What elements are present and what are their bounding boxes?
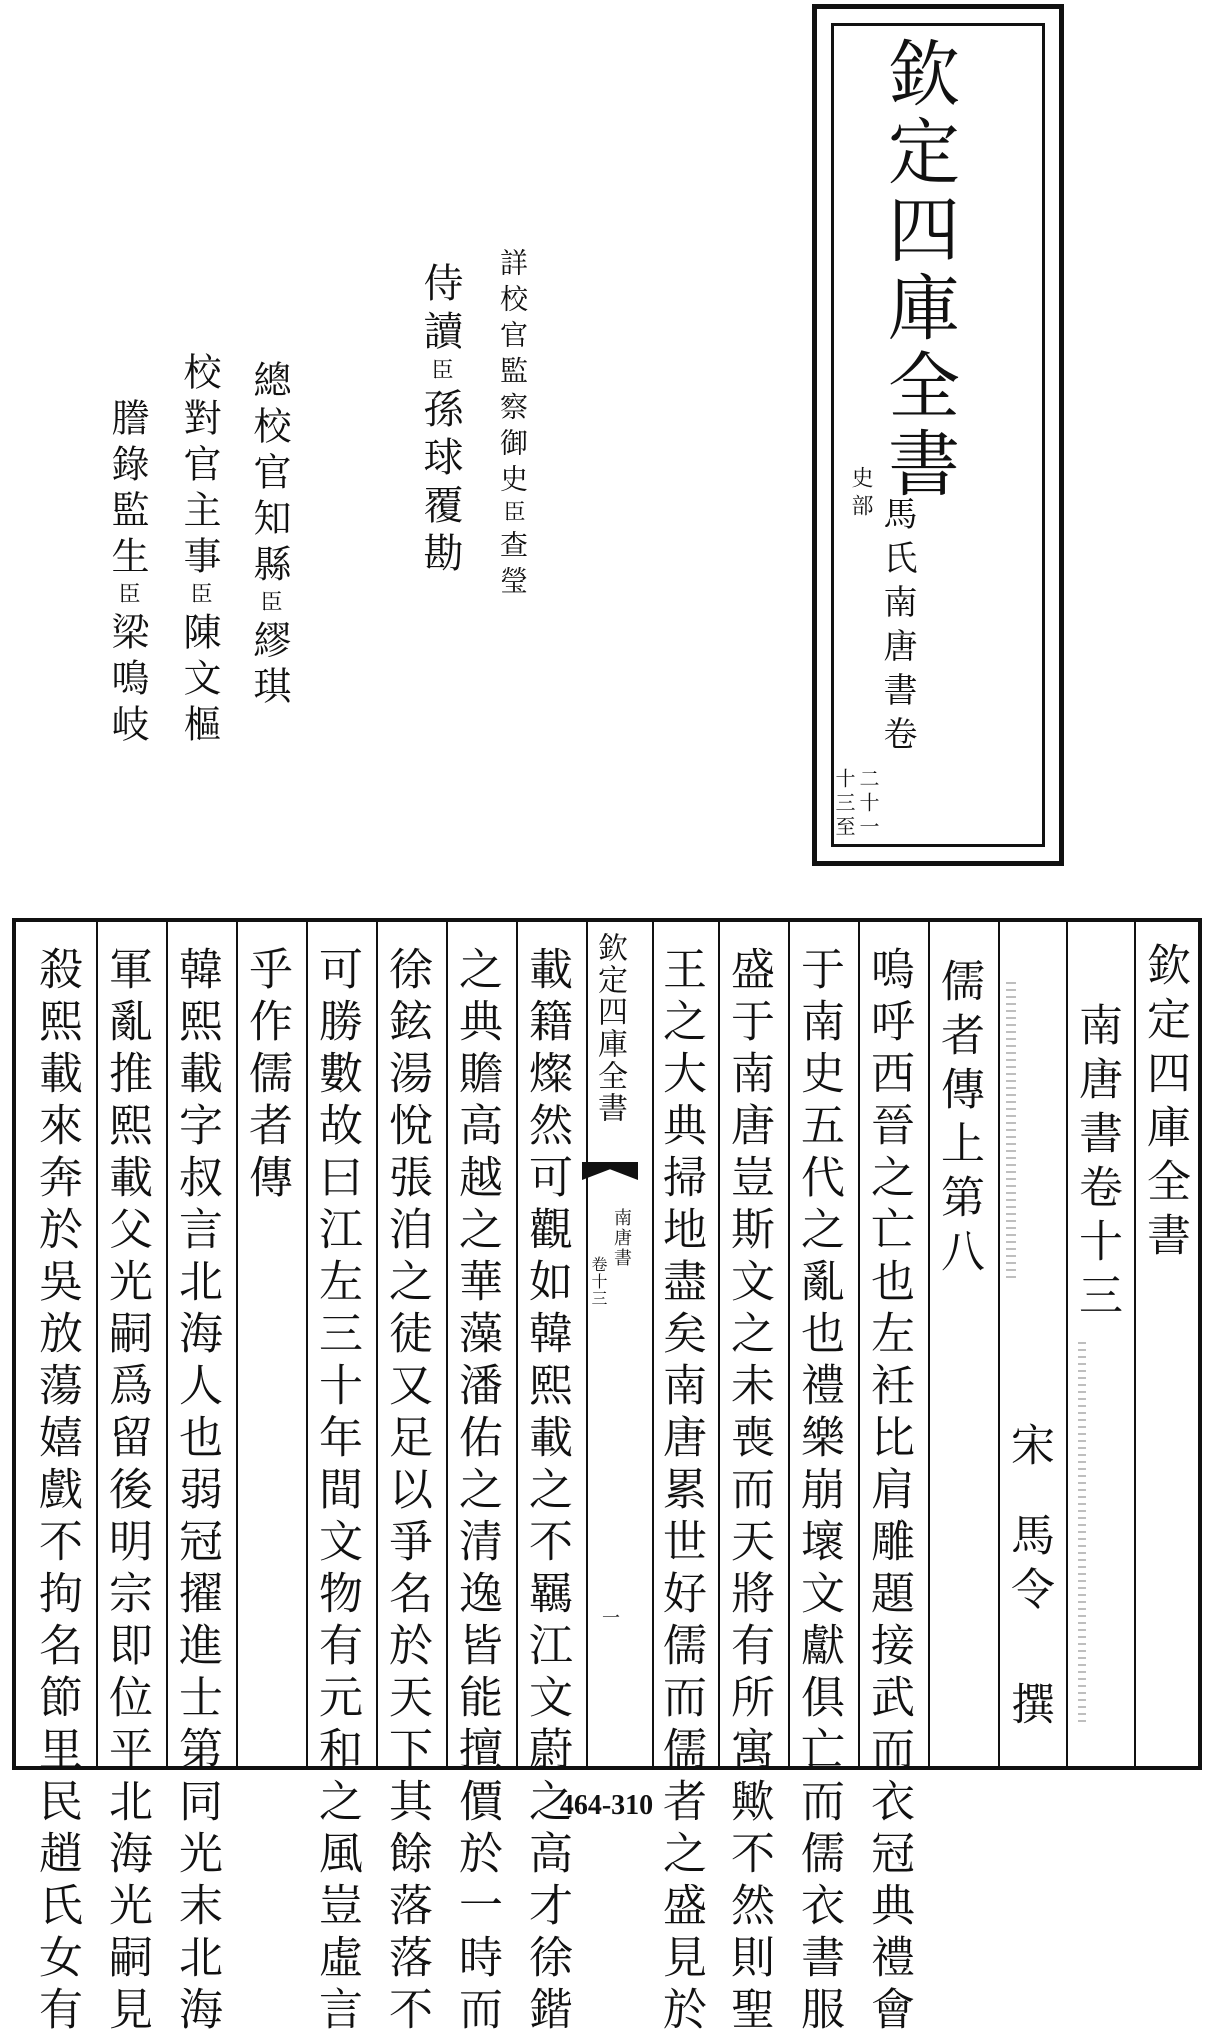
official-name: 查瑩 (496, 530, 529, 602)
center-strip-book: 南唐書 (611, 1208, 632, 1268)
text-column: 于南史五代之亂也禮樂崩壞文獻俱亡而儒衣書服 (793, 946, 844, 2038)
volume-range-line1: 十三至 (832, 768, 856, 840)
official-4 (177, 352, 221, 750)
official-1 (496, 248, 529, 602)
volume-range-line2: 二十一 (856, 768, 880, 840)
text-column: 王之大典掃地盡矣南唐累世好儒而儒者之盛見於 (655, 946, 706, 2038)
text-column: 徐鉉湯悅張洎之徒又足以爭名於天下其餘落落不 (381, 946, 432, 2038)
page-number: 464-310 (559, 1790, 654, 1821)
official-name: 孫球覆勘 (417, 388, 463, 580)
official-name: 梁鳴岐 (105, 612, 149, 750)
official-role: 謄錄監生 (105, 398, 149, 582)
section-label: 史部 (848, 466, 873, 522)
official-role: 校對官主事 (177, 352, 221, 582)
center-strip-leaf: 一 (599, 1608, 620, 1626)
official-mark: 臣 (187, 582, 212, 612)
official-5 (105, 398, 149, 750)
official-role: 侍讀 (417, 262, 463, 358)
text-column: 軍亂推熙載父光嗣爲留後明宗即位平北海光嗣見 (101, 946, 152, 2038)
text-column: 韓熙載字叔言北海人也弱冠擢進士第同光末北海 (171, 946, 222, 2038)
text-column: 嗚呼西晉之亡也左衽比肩雕題接武而衣冠典禮會 (863, 946, 914, 2038)
main-title: 欽定四庫全書 (876, 36, 960, 504)
text-column: 盛于南唐豈斯文之未喪而天將有所寓歟不然則聖 (723, 946, 774, 2038)
text-column: 之典贍高越之華藻潘佑之清逸皆能擅價於一時而 (451, 946, 502, 2038)
official-mark: 臣 (115, 582, 140, 612)
author-name: 馬令 撰 (1003, 1512, 1054, 1735)
center-strip-header: 欽定四庫全書 (592, 932, 627, 1124)
fish-tail-mark (582, 1162, 638, 1180)
title-slip-inner-border (831, 23, 1045, 847)
official-name: 繆琪 (247, 620, 291, 712)
book-volume-title: 南唐書卷十三 (1071, 1002, 1122, 1326)
center-strip (582, 918, 638, 1770)
official-mark: 臣 (428, 358, 453, 388)
page-header-title: 欽定四庫全書 (1139, 942, 1190, 1266)
text-column: 乎作儒者傳 (241, 946, 292, 1206)
book-name: 馬氏南唐書卷 (877, 496, 917, 760)
text-column: 殺熙載來奔於吳放蕩嬉戲不拘名節里民趙氏女有 (31, 946, 82, 2038)
official-role: 詳校官監察御史 (496, 248, 529, 500)
chapter-title: 儒者傳上第八 (933, 958, 984, 1282)
official-role: 總校官知縣 (247, 360, 291, 590)
text-column: 載籍燦然可觀如韓熙載之不羈江文蔚之高才徐鍇 (521, 946, 572, 2038)
official-mark: 臣 (500, 500, 525, 530)
official-2 (417, 262, 463, 580)
text-column: 可勝數故曰江左三十年間文物有元和之風豈虛言 (311, 946, 362, 2038)
author-dynasty: 宋 (1003, 1422, 1054, 1476)
center-strip-volume: 卷十三 (589, 1256, 608, 1307)
official-name: 陳文樞 (177, 612, 221, 750)
title-slip (812, 4, 1064, 866)
official-3 (247, 360, 291, 712)
official-mark: 臣 (257, 590, 282, 620)
